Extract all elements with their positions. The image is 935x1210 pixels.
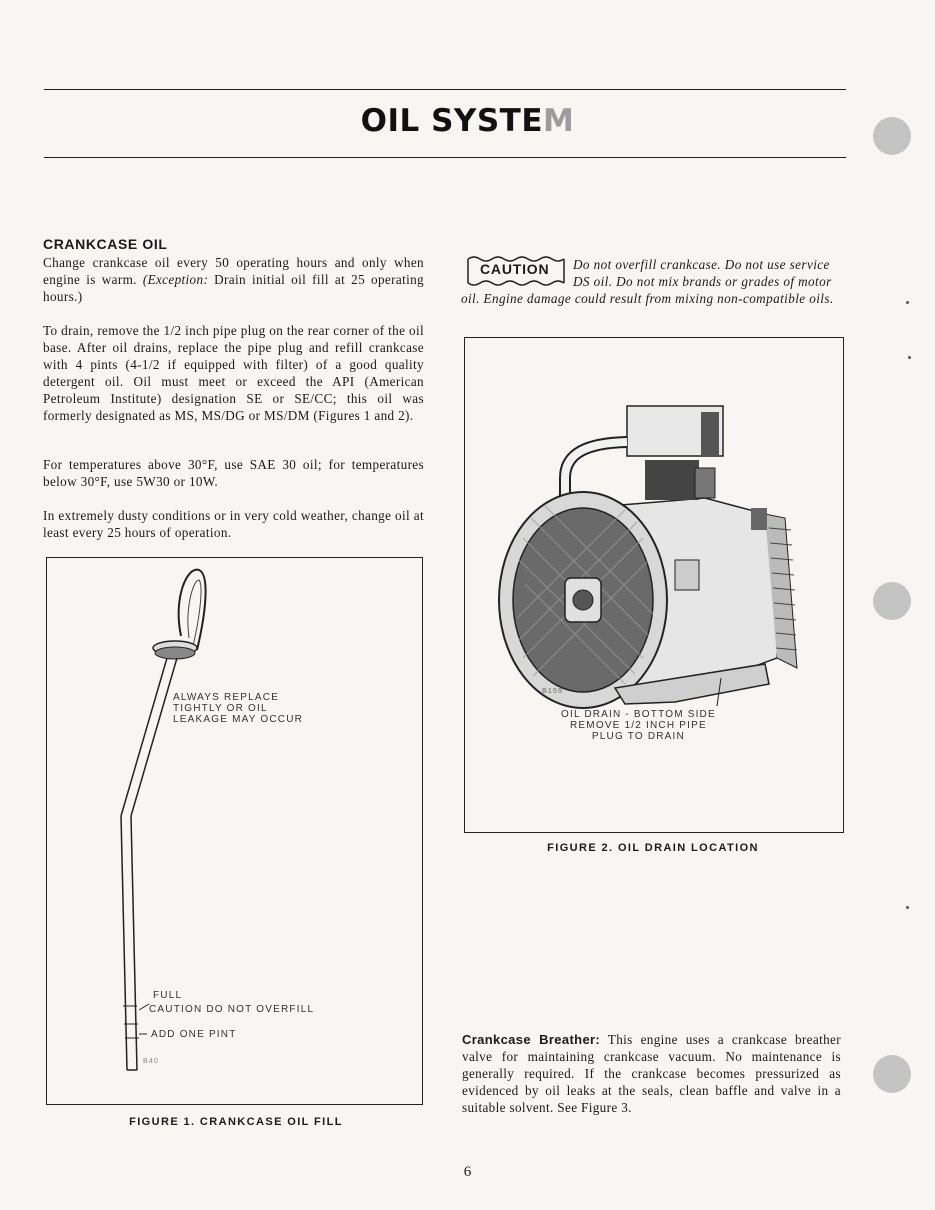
breather-heading: Crankcase Breather: (462, 1032, 601, 1047)
para1-text-b: Drain initial oil fill at 25 operating hours.) (43, 272, 424, 304)
label-oil-drain (561, 709, 716, 742)
section-heading: CRANKCASE OIL (43, 236, 168, 252)
dipstick-illustration (47, 558, 422, 1104)
figure-2-caption: FIGURE 2. OIL DRAIN LOCATION (547, 842, 759, 854)
figure-code: B40 (143, 1058, 160, 1065)
paragraph-oil-change (43, 254, 424, 305)
paragraph-dusty: In extremely dusty conditions or in very cold weather, change oil at least every 25 hours of operation. (43, 508, 424, 540)
label-full: FULL (153, 990, 183, 1001)
label-always-replace (173, 692, 303, 725)
paragraph-temperature: For temperatures above 30°F, use SAE 30 oil; for temperatures below 30°F, use 5W30 or 10W. (43, 457, 424, 489)
speck (906, 906, 909, 909)
para1-exception: (Exception: (142, 272, 209, 287)
title-underline (44, 157, 846, 158)
caution-text (461, 256, 839, 307)
label-line: REMOVE 1/2 INCH PIPE (570, 720, 707, 731)
page-title (0, 103, 935, 139)
title-main: OIL SYSTE (360, 103, 543, 139)
title-faded-letter: M (543, 103, 575, 139)
label-line: PLUG TO DRAIN (591, 731, 685, 742)
speck (906, 301, 909, 304)
binder-hole-middle (873, 582, 911, 620)
caution-spacer (461, 256, 573, 290)
paragraph-drain: To drain, remove the 1/2 inch pipe plug on the rear corner of the oil base. After oil drains, replace the pipe plug and refill crankcase with 4 pints (4-1/2 if equipped with filter) of a good quality detergent oil. Oil must meet or exceed the API (American Petroleum Institute) designation SE or SE/CC; this oil was formerly designated as MS, MS/DG or MS/DM (Figures 1 and 2). (43, 323, 424, 423)
figure-1-frame (46, 557, 423, 1105)
caution-label: CAUTION (480, 261, 550, 277)
page-number: 6 (463, 1164, 472, 1180)
label-line: ALWAYS REPLACE (173, 692, 280, 703)
label-add-pint: ADD ONE PINT (151, 1029, 237, 1040)
top-rule (44, 89, 846, 90)
binder-hole-bottom (873, 1055, 911, 1093)
label-line: LEAKAGE MAY OCCUR (173, 714, 304, 725)
binder-hole-top (873, 117, 911, 155)
breather-text: This engine uses a crankcase breather valve for maintaining crankcase vacuum. No maintenance is generally required. If the crankcase becomes pressurized as evidenced by oil leaks at the seals, clean baffle and valve in a suitable solvent. See Figure 3. (462, 1032, 841, 1115)
engine-illustration (465, 338, 843, 832)
figure-1-caption: FIGURE 1. CRANKCASE OIL FILL (129, 1116, 343, 1128)
para1-text-a: Change crankcase oil every 50 operating hours and only when engine is warm. (43, 255, 424, 287)
figure-code: B159 (542, 688, 564, 695)
label-caution-overfill: CAUTION DO NOT OVERFILL (149, 1004, 315, 1015)
speck (908, 356, 911, 359)
caution-message: Do not overfill crankcase. Do not use service DS oil. Do not mix brands or grades of motor oil. Engine damage could result from mixing non-compatible oils. (461, 257, 834, 306)
figure-2-frame (464, 337, 844, 833)
label-line: OIL DRAIN - BOTTOM SIDE (561, 709, 716, 720)
paragraph-breather (462, 1031, 841, 1116)
label-line: TIGHTLY OR OIL (173, 703, 268, 714)
